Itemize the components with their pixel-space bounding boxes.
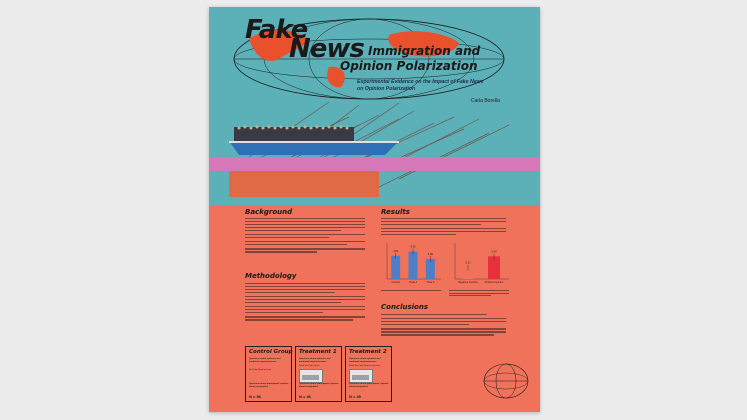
tick-label: Control bbox=[391, 281, 400, 284]
heading-background: Background bbox=[245, 208, 293, 216]
box-questions-after: Questions about participants' opinion about immigration bbox=[249, 383, 289, 388]
bar bbox=[488, 256, 500, 279]
heading-conclusions: Conclusions bbox=[381, 303, 428, 311]
chart-2-caption bbox=[449, 290, 509, 298]
crowd-reflection bbox=[229, 171, 379, 197]
title-news: News bbox=[289, 34, 364, 64]
box-stimulus: Read the Fake-News bbox=[299, 365, 320, 367]
globe-icon bbox=[481, 361, 531, 401]
bar bbox=[409, 251, 418, 279]
fake-news-article-image bbox=[299, 369, 323, 383]
box-sample-size: N = 49 bbox=[349, 394, 361, 399]
methodology-text bbox=[245, 283, 365, 322]
title-fake: Fake bbox=[245, 15, 308, 45]
data-label: 3.89 bbox=[427, 252, 433, 256]
chart-1 bbox=[381, 239, 446, 289]
data-label: 0.22 bbox=[465, 261, 471, 265]
background-text bbox=[245, 218, 365, 254]
water-reflection bbox=[209, 157, 540, 171]
tick-label: Treat 2 bbox=[426, 281, 435, 284]
boat-hull bbox=[229, 141, 399, 155]
heading-methodology: Methodology bbox=[245, 272, 297, 280]
title-line1: Immigration and bbox=[368, 44, 481, 58]
author-name: Carla Borella bbox=[471, 98, 500, 104]
box-stimulus: No Fake-News to read bbox=[249, 369, 271, 371]
data-label: 0.44 bbox=[491, 250, 497, 254]
box-title: Treatment 1 bbox=[299, 349, 337, 355]
data-label: 5.35 bbox=[410, 245, 416, 249]
chart-2 bbox=[449, 239, 514, 289]
bar bbox=[391, 256, 400, 279]
tick-label: Treat 1 bbox=[408, 281, 418, 284]
title-line2: Opinion Polarization bbox=[340, 59, 478, 73]
box-title: Control Group bbox=[249, 349, 293, 355]
boat-rail bbox=[229, 141, 399, 143]
box-stimulus: Read the Fake-News & warning bbox=[349, 365, 380, 367]
tick-label: Negative Opinion bbox=[458, 281, 478, 284]
box-questions: Questions about opinions and emotional responsiveness bbox=[249, 358, 281, 363]
box-sample-size: N = 56 bbox=[249, 394, 261, 399]
data-label: 4.52 bbox=[393, 249, 399, 253]
box-sample-size: N = 46 bbox=[299, 394, 311, 399]
results-text bbox=[381, 218, 506, 237]
poster-subtitle: Experimental Evidence on the Impact of Fake News on Opinion Polarization bbox=[357, 79, 484, 92]
hero-banner bbox=[209, 7, 540, 205]
treatment-1-box bbox=[295, 346, 342, 402]
box-questions: Questions about opinions and emotional responsiveness bbox=[349, 358, 381, 363]
box-questions-after: Questions about participants' opinion about immigration bbox=[299, 383, 339, 388]
poster bbox=[209, 7, 540, 412]
box-title: Treatment 2 bbox=[349, 349, 387, 355]
tick-label: Positive Opinion bbox=[484, 281, 504, 284]
box-questions: Questions about opinions and emotional responsiveness bbox=[299, 358, 331, 363]
box-questions-after: Questions about participants' opinion about immigration bbox=[349, 383, 389, 388]
crowd bbox=[234, 127, 354, 143]
treatment-2-box bbox=[345, 346, 392, 402]
heading-results: Results bbox=[381, 208, 410, 216]
conclusions-text bbox=[381, 314, 506, 337]
fake-news-article-image bbox=[349, 369, 373, 383]
bar bbox=[426, 259, 435, 279]
control-group-box bbox=[245, 346, 292, 402]
